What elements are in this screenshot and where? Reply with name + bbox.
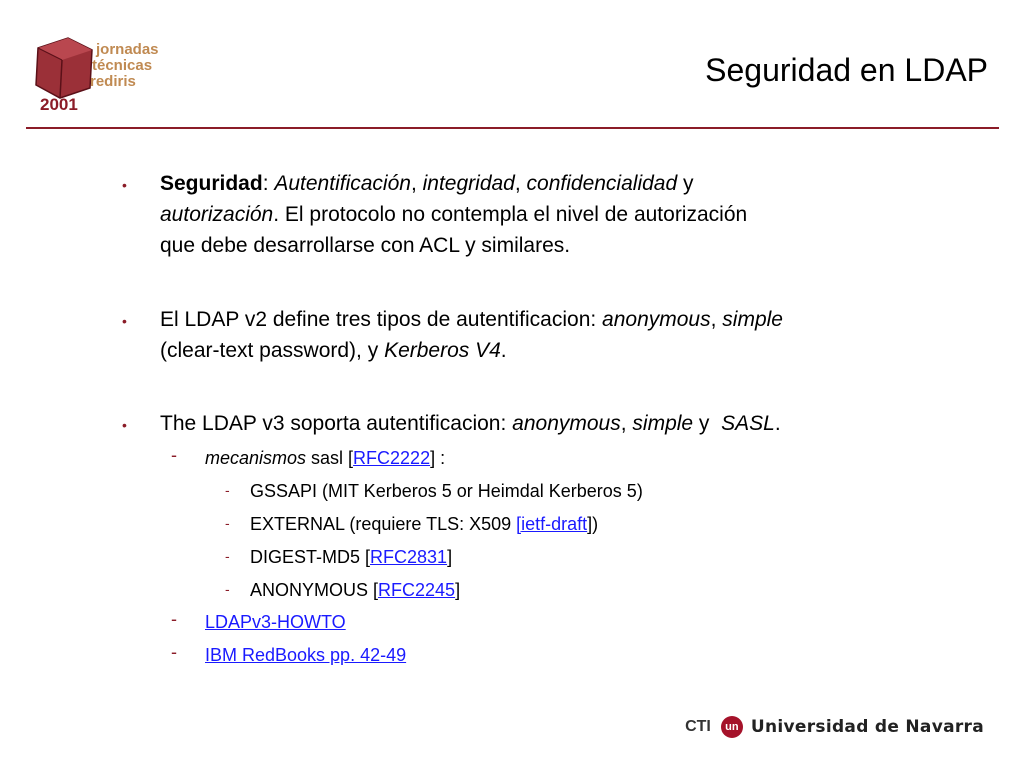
footer — [685, 710, 984, 744]
sub-gssapi: GSSAPI (MIT Kerberos 5 or Heimdal Kerberos 5) — [250, 481, 643, 501]
sub-mecanismos: mecanismos sasl [RFC2222] : — [205, 448, 446, 468]
ldapv3-howto-link[interactable]: LDAPv3-HOWTO — [205, 612, 346, 632]
bullet-marker: • — [122, 417, 127, 433]
cti-label: CTI — [685, 718, 711, 735]
dash-marker: - — [171, 609, 177, 629]
rfc2245-link[interactable]: RFC2245 — [378, 580, 456, 600]
ibm-redbooks-link[interactable]: IBM RedBooks pp. 42-49 — [205, 645, 407, 665]
dash-marker: - — [225, 482, 230, 498]
logo-year: 2001 — [40, 95, 78, 114]
dash-marker: - — [225, 581, 230, 597]
bullet-3-line-1: The LDAP v3 soporta autentificacion: anonymous, simple y SASL. — [160, 412, 781, 435]
bullet-2-line-2: (clear-text password), y Kerberos V4. — [160, 339, 507, 362]
bullet-1-line-1: Seguridad: Autentificación, integridad, confidencialidad y — [160, 172, 694, 195]
sub-howto — [205, 609, 346, 635]
bullet-marker: • — [122, 313, 127, 329]
dash-marker: - — [171, 642, 177, 662]
bullet-1-strong: Seguridad — [160, 172, 263, 195]
bullet-2-line-1: El LDAP v2 define tres tipos de autentificacion: anonymous, simple — [160, 308, 783, 331]
sub-external: EXTERNAL (requiere TLS: X509 [ietf-draft]) — [250, 514, 599, 534]
logo-line2: técnicas — [92, 57, 153, 74]
dash-marker: - — [225, 548, 230, 564]
bullet-1-line-2: autorización. El protocolo no contempla el nivel de autorización — [160, 203, 748, 226]
logo-line1: jornadas — [96, 41, 159, 58]
logo-line3: rediris — [90, 73, 136, 90]
bullet-1-line-3: que debe desarrollarse con ACL y similares. — [160, 234, 571, 257]
university-logo-icon: un — [721, 716, 743, 738]
sub-digest: DIGEST-MD5 [RFC2831] — [250, 547, 453, 567]
dash-marker: - — [171, 445, 177, 465]
rfc2831-link[interactable]: RFC2831 — [370, 547, 448, 567]
dash-marker: - — [225, 515, 230, 531]
ietf-draft-link[interactable]: [ietf-draft — [516, 514, 588, 534]
university-name: Universidad de Navarra — [750, 717, 984, 737]
slide-title: Seguridad en LDAP — [705, 52, 988, 88]
sub-anonymous: ANONYMOUS [RFC2245] — [250, 580, 461, 600]
sub-ibm — [205, 642, 406, 668]
bullet-marker: • — [122, 177, 127, 193]
rfc2222-link[interactable]: RFC2222 — [353, 448, 431, 468]
